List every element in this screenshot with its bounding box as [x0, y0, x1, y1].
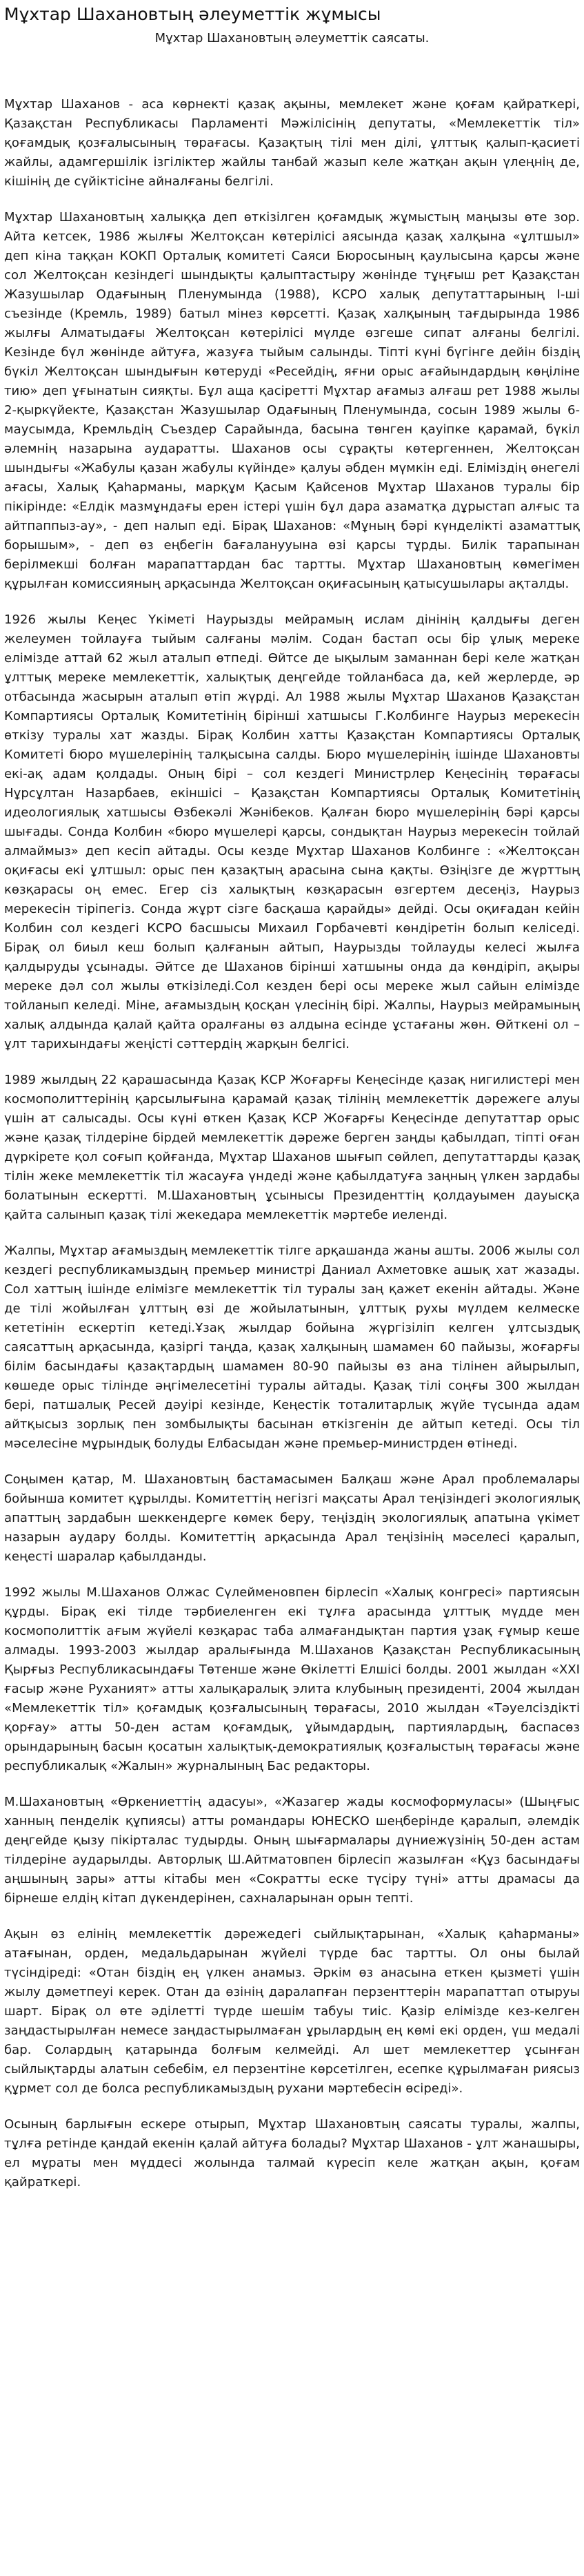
paragraph-career: 1992 жылы М.Шаханов Олжас Сүлейменовпен бірлесіп «Халық конгресі» партиясын құрды. Бірақ екі тілде тәрбиеленген екі тұлға арасында ұлттық мүдде мен космополиттік ағым жүйелі көзқарас таба алмағандықтан партия ұзақ ғұмыр кеше алмады. 1993-2003 жылдар аралығында М.Шаханов Қазақстан Республикасының Қырғыз Республикасындағы Төтенше және Өкілетті Елшісі болды. 2001 жылдан «ХХІ ғасыр және Руханият» атты халықаралық элита клубының президенті, 2004 жылдан «Мемлекеттік тіл» қоғамдық қозғалысының төрағасы, 2010 жылдан «Тәуелсіздікті қорғау» атты 50-ден астам қоғамдық, ұйымдардың, партиялардың, баспасөз орындарының басын қосатын халықтық-демократиялық қозғалыстың төрағасы және республикалық «Жалын» журналының Бас редакторы.	[4, 1585, 580, 1773]
paragraph-intro: Мұхтар Шаханов - аса көрнекті қазақ ақыны, мемлекет және қоғам қайраткері, Қазақстан Республикасы Парламенті Мәжілісінің депутаты, «Мемлекеттік тіл» қоғамдық қозғалысының төрағасы. Қазақтың тілі мен ділі, ұлттық қалып-қасиеті жайлы, адамгершілік ізгіліктер жайлы танбай жазып келе жатқан ақын үлеңнің де, кішінің де сүйіктісіне айналғаны белгілі.	[4, 97, 580, 189]
paragraph-aral-balkhash: Соңымен қатар, М. Шахановтың бастамасымен Балқаш және Арал проблемалары бойынша комитет құрылды. Комитеттің негізгі мақсаты Арал теңізіндегі экологиялық апаттың зардабын шеккендерге көмек беру, теңіздің экологиялық апатына үкімет назарын аудару болды. Комитеттің арқасында Арал теңізінің мәселесі қаралып, кеңесті шаралар қабылданды.	[4, 1472, 580, 1564]
paragraph-state-language-2006: Жалпы, Мұхтар ағамыздың мемлекеттік тілге арқашанда жаны ашты. 2006 жылы сол кездегі республикамыздың премьер министрі Даниал Ахметовке ашық хат жазады. Сол хаттың ішінде елімізге мемлекеттік тіл туралы заң қажет екенін айтады. Және де тілі жойылған ұлттың өзі де жойылатынын, ұлттық рухы мүлдем келмеске кететінін ескертіп кетеді.Ұзақ жылдар бойына жүргізіліп келген ұлтсыздық саясаттың арқасында, қазіргі таңда, қазақ халқының шамамен 60 пайызы, жоғарғы білім басындағы қазақтардың шамамен 80-90 пайызы өз ана тілінен айырылып, көшеде орыс тілінде әңгімелесетіні туралы айтады. Қазақ тілі соңғы 300 жылдан бері, патшалық Ресей дәуірі кезінде, Кеңестік тоталитарлық жүйе түсында адам айтқысыз зорлық пен зомбылықты басынан өткізгенін де айтып кетеді. Осы тіл мәселесіне мұрындық болуды Елбасыдан және премьер-министрден өтінеді.	[4, 1244, 580, 1451]
page-subtitle: Мұхтар Шахановтың әлеуметтік саясаты.	[154, 31, 430, 45]
paragraph-state-language-1989: 1989 жылдың 22 қарашасында Қазақ КСР Жоғарғы Кеңесінде қазақ нигилистері мен космополиттерінің қарсылығына қарамай қазақ тілінің мемлекеттік дәрежеге алуы үшін ат салысады. Осы күні өткен Қазақ КСР Жоғарғы Кеңесінде депутаттар орыс және қазақ тілдеріне бірдей мемлекеттік дәреже берген заңды қабылдап, тіпті оған дүркірете қол соғып қойғанда, Мұхтар Шаханов шығып сөйлеп, депутаттарды қазақ тілін жеке мемлекеттік тіл жасауға үндеді және қабылдатуға заңның үлкен зардабы болатынын ескертті. М.Шахановтың ұсынысы Президенттің қолдауымен дауысқа қайта салынып қазақ тілі жекедара мемлекеттік мәртебе иеленді.	[4, 1073, 580, 1222]
paragraph-conclusion: Осының барлығын ескере отырып, Мұхтар Шахановтың саясаты туралы, жалпы, тұлға ретінде қандай екенін қалай айтуға болады? Мұхтар Шаханов - ұлт жанашыры, ел мұраты мен мүддесі жолында талмай күресіп келе жатқан ақын, қоғам қайраткері.	[4, 2117, 580, 2189]
paragraph-awards: Ақын өз елінің мемлекеттік дәрежедегі сыйлықтарынан, «Халық қаһарманы» атағынан, орден, медальдарынан жүйелі түрде бас тартты. Ол оны былай түсіндіреді: «Отан біздің ең үлкен анамыз. Әркім өз анасына еткен қызметі үшін жылу дәметпеуі керек. Отан да өзінің даралапған перзенттерін марапаттап отыруы шарт. Бірақ ол өте әділетті түрде шешім табуы тиіс. Қазір елімізде кез-келген заңдастырылған немесе заңдастырылмаған ұрылардың ең көмі екі орден, үш медалі бар. Солардың қатарында болғым келмейді. Ал шет мемлекеттер ұсынған сыйлықтарды алатын себебім, ел перзентіне көрсетілген, есепке құрылмаған риясыз құрмет сол де болса республикамыздың рухани мәртебесін өсіреді».	[4, 1927, 580, 2096]
page-title: Мұхтар Шахановтың әлеуметтік жұмысы	[4, 4, 381, 24]
paragraph-zheltoqsan: Мұхтар Шахановтың халыққа деп өткізілген қоғамдық жұмыстың маңызы өте зор. Айта кетсек, 1986 жылғы Желтоқсан көтерілісі аясында қазақ халқына «ұлтшыл» деп кіна таққан КОКП Орталық комитеті Саяси Бюросының қаулысына қарсы және сол Желтоқсан кезіндегі шындықты қалыптастыру жөнінде тұңғыш рет Қазақстан Жазушылар Одағының Пленумында (1988), КСРО халық депутаттарының I-ші съезінде (Кремль, 1989) батыл мінез көрсетті. Қазақ халқының тағдырында 1986 жылғы Алматыдағы Желтоқсан көтерілісі мүлде өзгеше сипат алғаны белгілі. Кезінде бүл жөнінде айтуға, жазуға тыйым салынды. Тіпті күні бүгінге дейін біздің бүкіл Желтоқсан шындығын көтеруді «Ресейдің, яғни орыс ағайындардың көңіліне тию» деп ұғынатын сияқты. Бұл аща қасіретті Мұхтар ағамыз алғаш рет 1988 жылы 2-қыркүйекте, Қазақстан Жазушылар Одағының Пленумында, сосын 1989 жылы 6-маусымда, Кремльдің Съездер Сарайында, басына төнген қауіпке қарамай, бүкіл әлемнің назарына аударатты. Шаханов осы сұрақты көтергеннен, Желтоқсан шындығы «Жабулы қазан жабулы күйінде» қалуы әбден мүмкін еді. Еліміздің өнегелі ағасы, Халық Қаһарманы, марқұм Қасым Қайсенов Мұхтар Шаханов туралы бір пікірінде: «Елдік мазмұндағы ерен істері үшін бұл дара азаматқа дұрыстап алғыс та айтпаппыз-ау», - деп налып еді. Бірақ Шаханов: «Мұның бәрі күнделікті азаматтық борышым», - деп өз еңбегін бағаланууына өзі қарсы тұрды. Билік тарапынан берілмекші болған марапаттардан бас тартты. Мұхтар Шахановтың көмегімен құрылған комиссияның арқасында Желтоқсан оқиғасының қатысушылары ақталды.	[4, 210, 580, 591]
paragraph-nauryz: 1926 жылы Кеңес Үкіметі Наурызды мейрамың ислам дінінің қалдығы деген желеумен тойлауға тыйым салғаны мәлім. Содан бастап осы бір ұлық мереке елімізде аттай 62 жыл аталып өтпеді. Өйтсе де ықылым заманнан бері келе жатқан ұлттық мереке мемлекеттік, халықтық деңгейде тойланбаса да, кей жерлерде, әр отбасында жасырын аталып өтіп жүрді. Ал 1988 жылы Мұхтар Шаханов Қазақстан Компартиясы Орталық Комитетінің бірінші хатшысы Г.Колбинге Наурыз мерекесін өткізу туралы хат жазды. Бірақ Колбин хатты Қазақстан Компартиясы Орталық Комитеті бюро мүшелерінің талқысына салды. Бюро мүшелерінің ішінде Шахановты екі-ақ адам қолдады. Оның бірі – сол кездегі Министрлер Кеңесінің төрағасы Нұрсұлтан Назарбаев, екіншісі – Қазақстан Компартиясы Орталық Комитетінің идеологиялық хатшысы Өзбекәлі Жәнібеков. Қалған бюро мүшелерінің бәрі қарсы шығады. Сонда Колбин «бюро мүшелері қарсы, сондықтан Наурыз мерекесін тойлай алмаймыз» деп кесіп айтады. Осы кезде Мұхтар Шаханов Колбинге : «Желтоқсан оқиғасы екі ұлтшыл: орыс пен қазақтың арасына сына қақты. Өзіңізге де жүрттың көзқарасы оң емес. Егер сіз халықтың көзқарасын өзгертем десеңіз, Наурыз мерекесін тіріпегіз. Сонда жұрт сізге басқаша қарайды» дейді. Осы оқиғадан кейін Колбин сол кездегі КСРО басшысы Михаил Горбачевті көндіретін болып келіседі. Бірақ ол биыл кеш болып қалғанын айтып, Наурызды тойлауды келесі жылға қалдыруды ұсынады. Әйтсе де Шаханов бірінші хатшыны онда да көндіріп, ақыры мереке дәл сол жылы өткізіледі.Сол кезден бері осы мереке жыл сайын елімізде тойланып келеді. Міне, ағамыздың қосқан үлесінің бірі. Жалпы, Наурыз мейрамының халық алдында қалай қайта оралғаны өз алдына есінде ұстағаны жөн. Өйткені ол – ұлт тарихындағы жеңісті сәттердің жарқын белгісі.	[4, 612, 580, 1051]
paragraph-novels: М.Шахановтың «Өркениеттің адасуы», «Жазагер жады космоформуласы» (Шыңғыс ханның пенделік құпиясы) атты романдары ЮНЕСКО шеңберінде қаралып, әлемдік деңгейде қызу пікірталас тудырды. Оның шығармалары дүниежүзінің 50-ден астам тілдеріне аударылды. Авторлық Ш.Айтматовпен бірлесіп жазылған «Құз басындағы аңшының зары» атты кітабы мен «Сократты еске түсіру түні» атты драмасы да бірнеше елдің кітап дүкендерінен, сахналарынан орын тепті.	[4, 1795, 580, 1906]
